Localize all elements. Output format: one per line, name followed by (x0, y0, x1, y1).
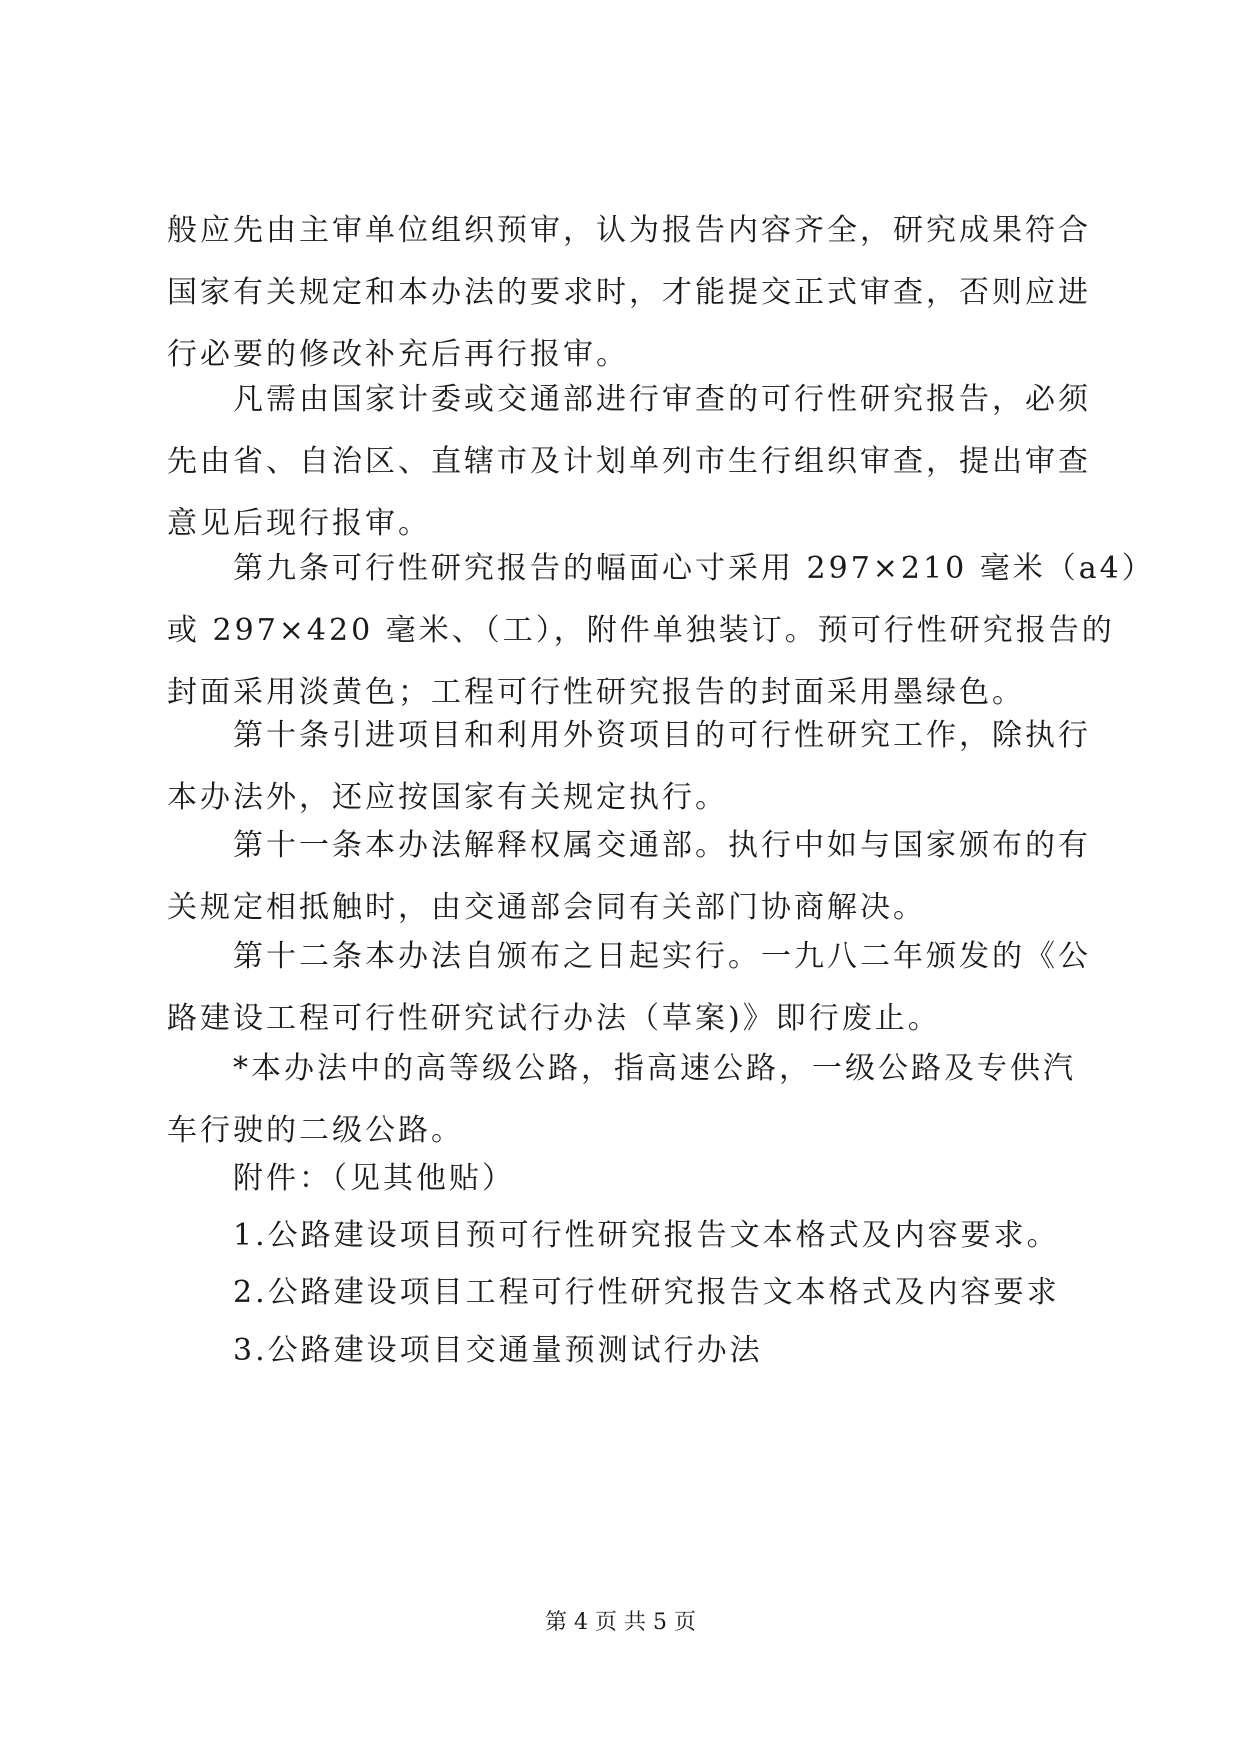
attachment-item-2 (167, 1262, 1087, 1324)
text-line: 或 297×420 毫米、（工），附件单独装订。预可行性研究报告的 (167, 613, 1115, 648)
text-line: 第十一条本办法解释权属交通部。执行中如与国家颁布的有 (233, 828, 1091, 863)
text-line: 意见后现行报审。 (167, 506, 431, 541)
text-line: 3.公路建设项目交通量预测试行办法 (233, 1333, 763, 1368)
text-line: *本办法中的高等级公路，指高速公路，一级公路及专供汽 (233, 1051, 1076, 1086)
text-line: 行必要的修改补充后再行报审。 (167, 337, 629, 372)
text-line: 第九条可行性研究报告的幅面心寸采用 297×210 毫米（a4） (233, 551, 1155, 586)
paragraph-article-9 (167, 538, 1155, 724)
text-line: 附件：（见其他贴） (233, 1161, 515, 1196)
text-line: 先由省、自治区、直辖市及计划单列市生行组织审查，提出审查 (167, 444, 1091, 479)
paragraph-article-11 (167, 815, 1091, 939)
text-line: 1.公路建设项目预可行性研究报告文本格式及内容要求。 (233, 1218, 1060, 1253)
attachment-item-1 (167, 1205, 1087, 1267)
text-line: 第十条引进项目和利用外资项目的可行性研究工作，除执行 (233, 718, 1091, 753)
text-line: 本办法外，还应按国家有关规定执行。 (167, 780, 728, 815)
text-line: 2.公路建设项目工程可行性研究报告文本格式及内容要求 (233, 1275, 1060, 1310)
text-line: 关规定相抵触时，由交通部会同有关部门协商解决。 (167, 890, 926, 925)
paragraph-article-12 (167, 926, 1091, 1050)
text-line: 封面采用淡黄色；工程可行性研究报告的封面采用墨绿色。 (167, 675, 1025, 710)
paragraph-article-10 (167, 705, 1091, 829)
text-line: 凡需由国家计委或交通部进行审查的可行性研究报告，必须 (233, 382, 1091, 417)
paragraph-footnote-highway (167, 1038, 1087, 1162)
text-line: 第十二条本办法自颁布之日起实行。一九八二年颁发的《公 (233, 939, 1091, 974)
attachments-heading (167, 1148, 1087, 1210)
text-line: 般应先由主审单位组织预审，认为报告内容齐全，研究成果符合 (167, 213, 1091, 248)
text-line: 车行驶的二级公路。 (167, 1113, 464, 1148)
text-line: 国家有关规定和本办法的要求时，才能提交正式审查，否则应进 (167, 275, 1091, 310)
paragraph-national-review (167, 369, 1091, 555)
text-line: 路建设工程可行性研究试行办法（草案)》即行废止。 (167, 1001, 941, 1036)
paragraph-review-procedure (167, 200, 1091, 386)
page-number-footer: 第 4 页 共 5 页 (545, 1610, 696, 1635)
attachment-item-3 (167, 1320, 1087, 1382)
